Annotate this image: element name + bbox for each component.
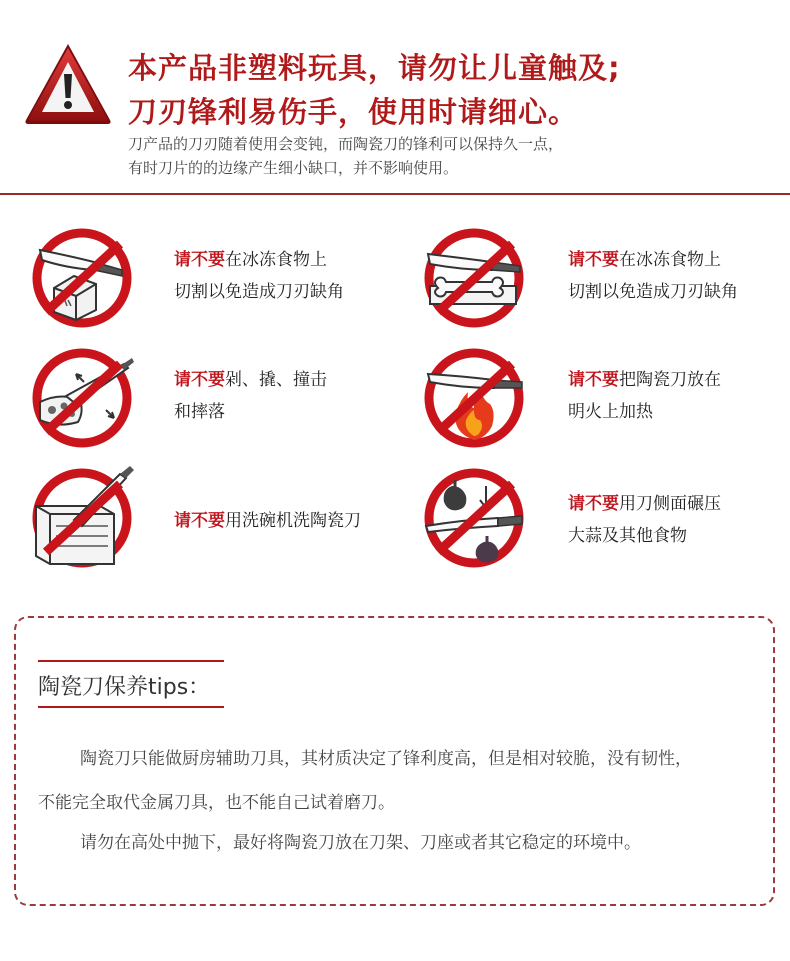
frozen-food-cutting-icon — [30, 226, 134, 330]
tips-paragraph-1: 陶瓷刀只能做厨房辅助刀具，其材质决定了锋利度高，但是相对较脆，没有韧性， — [80, 749, 692, 769]
warning-text-garlic — [568, 488, 721, 552]
warning-text-frozen — [174, 244, 344, 308]
garlic-crush-icon — [422, 466, 526, 570]
warning-negation: 请不要 — [568, 494, 619, 514]
warning-negation: 请不要 — [174, 370, 225, 390]
warning-triangle-icon — [22, 40, 114, 126]
open-fire-icon — [422, 346, 526, 450]
tips-title: 陶瓷刀保养tips： — [38, 675, 211, 700]
tips-title-rule-bottom — [38, 706, 224, 708]
warning-line-2: 和摔落 — [174, 402, 225, 422]
warning-line-1: 用刀侧面碾压 — [619, 494, 721, 514]
warning-headline-sharp: 刀刃锋利易伤手，使用时请细心。 — [128, 95, 579, 129]
warning-headline-children: 本产品非塑料玩具，请勿让儿童触及; — [128, 51, 621, 85]
warning-line-1: 用洗碗机洗陶瓷刀 — [225, 511, 361, 531]
warning-text-dishwasher — [174, 505, 361, 537]
warning-line-1: 剁、撬、撞击 — [225, 370, 327, 390]
warning-line-1: 在冰冻食物上 — [619, 250, 721, 270]
warning-text-bone — [568, 244, 738, 308]
warning-negation: 请不要 — [568, 370, 619, 390]
prying-knife-icon — [30, 346, 134, 450]
bone-cutting-icon — [422, 226, 526, 330]
tips-box — [14, 616, 775, 906]
warning-negation: 请不要 — [174, 250, 225, 270]
header-note-line-1: 刀产品的刀刃随着使用会变钝，而陶瓷刀的锋利可以保持久一点， — [128, 135, 564, 153]
header-divider — [0, 193, 790, 195]
warning-line-2: 切割以免造成刀刃缺角 — [174, 282, 344, 302]
warning-text-prying — [174, 364, 327, 428]
warning-negation: 请不要 — [174, 511, 225, 531]
warning-line-1: 在冰冻食物上 — [225, 250, 327, 270]
header-note-line-2: 有时刀片的的边缘产生细小缺口，并不影响使用。 — [128, 159, 459, 177]
warning-line-2: 大蒜及其他食物 — [568, 526, 687, 546]
dishwasher-icon — [30, 466, 134, 570]
warning-line-1: 把陶瓷刀放在 — [619, 370, 721, 390]
tips-title-rule-top — [38, 660, 224, 662]
warning-line-2: 明火上加热 — [568, 402, 653, 422]
warning-negation: 请不要 — [568, 250, 619, 270]
tips-paragraph-3: 请勿在高处中抛下，最好将陶瓷刀放在刀架、刀座或者其它稳定的环境中。 — [80, 833, 641, 853]
warning-text-fire — [568, 364, 721, 428]
warning-line-2: 切割以免造成刀刃缺角 — [568, 282, 738, 302]
tips-paragraph-2: 不能完全取代金属刀具，也不能自己试着磨刀。 — [38, 793, 395, 813]
